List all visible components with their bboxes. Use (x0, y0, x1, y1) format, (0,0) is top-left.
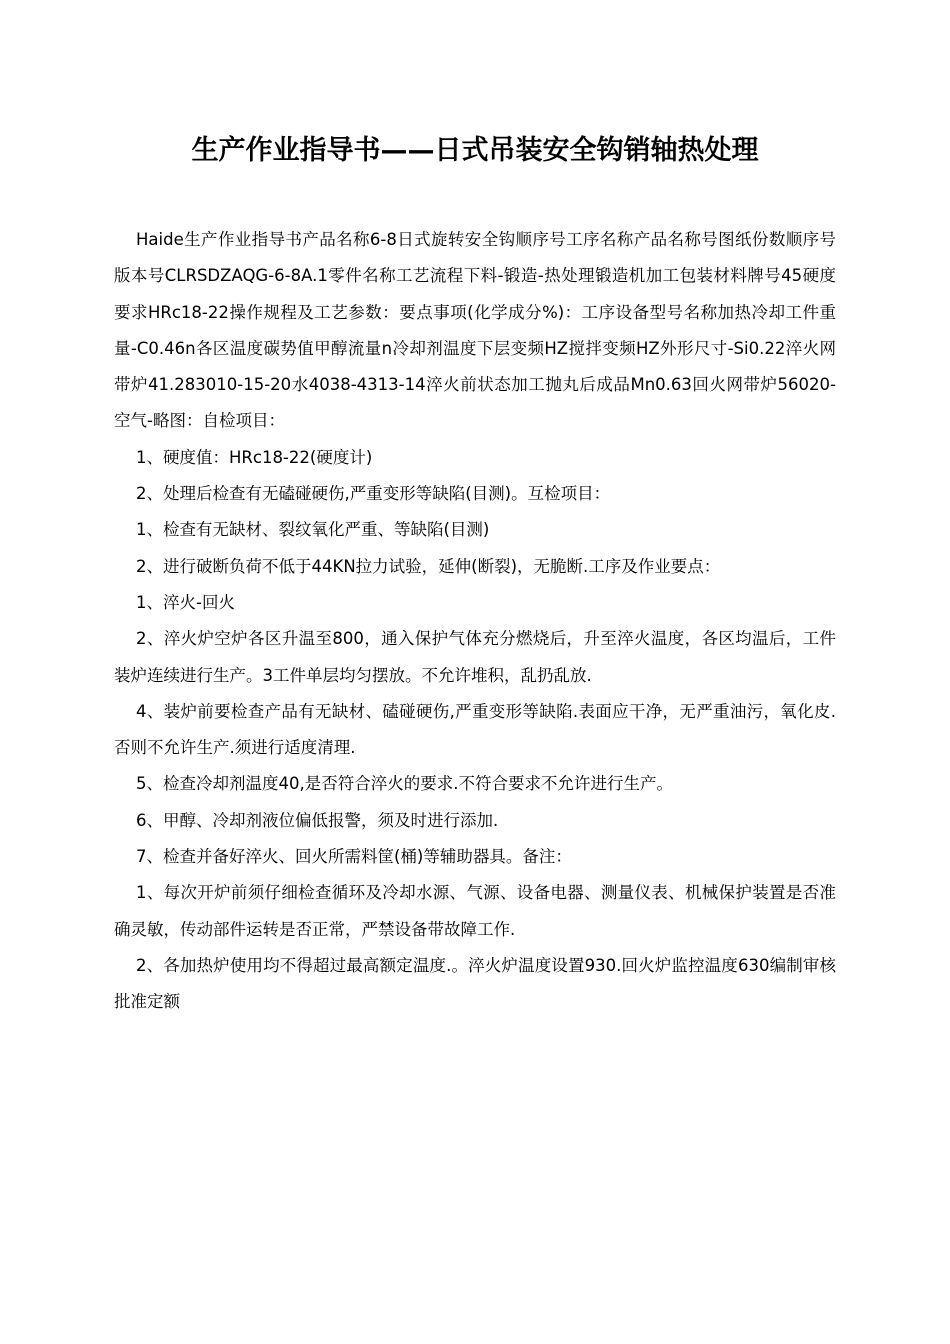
document-body (114, 222, 836, 1021)
paragraph-note-2: 2、各加热炉使用均不得超过最高额定温度.。淬火炉温度设置930.回火炉监控温度630编制审核批准定额 (114, 955, 836, 1012)
paragraph-mutualcheck-2: 2、进行破断负荷不低于44KN拉力试验，延伸(断裂)，无脆断.工序及作业要点： (136, 556, 721, 576)
paragraph-mutualcheck-1: 1、检查有无缺材、裂纹氧化严重、等缺陷(目测) (136, 520, 490, 540)
paragraph-process-7: 7、检查并备好淬火、回火所需料筐(桶)等辅助器具。备注： (136, 847, 572, 867)
paragraph-selfcheck-2: 2、处理后检查有无磕碰硬伤,严重变形等缺陷(目测)。互检项目： (136, 484, 611, 504)
paragraph-intro: Haide生产作业指导书产品名称6-8日式旋转安全钩顺序号工序名称产品名称号图纸份数顺序号版本号CLRSDZAQG-6-8A.1零件名称工艺流程下料-锻造-热处理锻造机加工包装材料牌号45硬度要求HRc18-22操作规程及工艺参数：要点事项(化学成分%)：工序设备型号名称加热冷却工件重量-C0.46n各区温度碳势值甲醇流量n冷却剂温度下层变频HZ搅拌变频HZ外形尺寸-Si0.22淬火网带炉41.283010-15-20水4038-4313-14淬火前状态加工抛丸后成品Mn0.63回火网带炉56020-空气-略图：自检项目： (114, 230, 836, 431)
paragraph-process-2: 2、淬火炉空炉各区升温至800，通入保护气体充分燃烧后，升至淬火温度，各区均温后，工件装炉连续进行生产。3工件单层均匀摆放。不允许堆积，乱扔乱放. (114, 629, 836, 685)
document-title: 生产作业指导书——日式吊装安全钩销轴热处理 (191, 135, 759, 166)
paragraph-selfcheck-1: 1、硬度值：HRc18-22(硬度计) (136, 447, 373, 467)
paragraph-process-1: 1、淬火-回火 (136, 592, 235, 612)
paragraph-process-4: 4、装炉前要检查产品有无缺材、磕碰硬伤,严重变形等缺陷.表面应干净，无严重油污，氧化皮.否则不允许生产.须进行适度清理. (114, 701, 836, 758)
paragraph-process-6: 6、甲醇、冷却剂液位偏低报警，须及时进行添加. (136, 810, 499, 830)
paragraph-process-5: 5、检查冷却剂温度40,是否符合淬火的要求.不符合要求不允许进行生产。 (136, 774, 673, 794)
paragraph-note-1: 1、每次开炉前须仔细检查循环及冷却水源、气源、设备电器、测量仪表、机械保护装置是否准确灵敏，传动部件运转是否正常，严禁设备带故障工作. (114, 883, 836, 939)
